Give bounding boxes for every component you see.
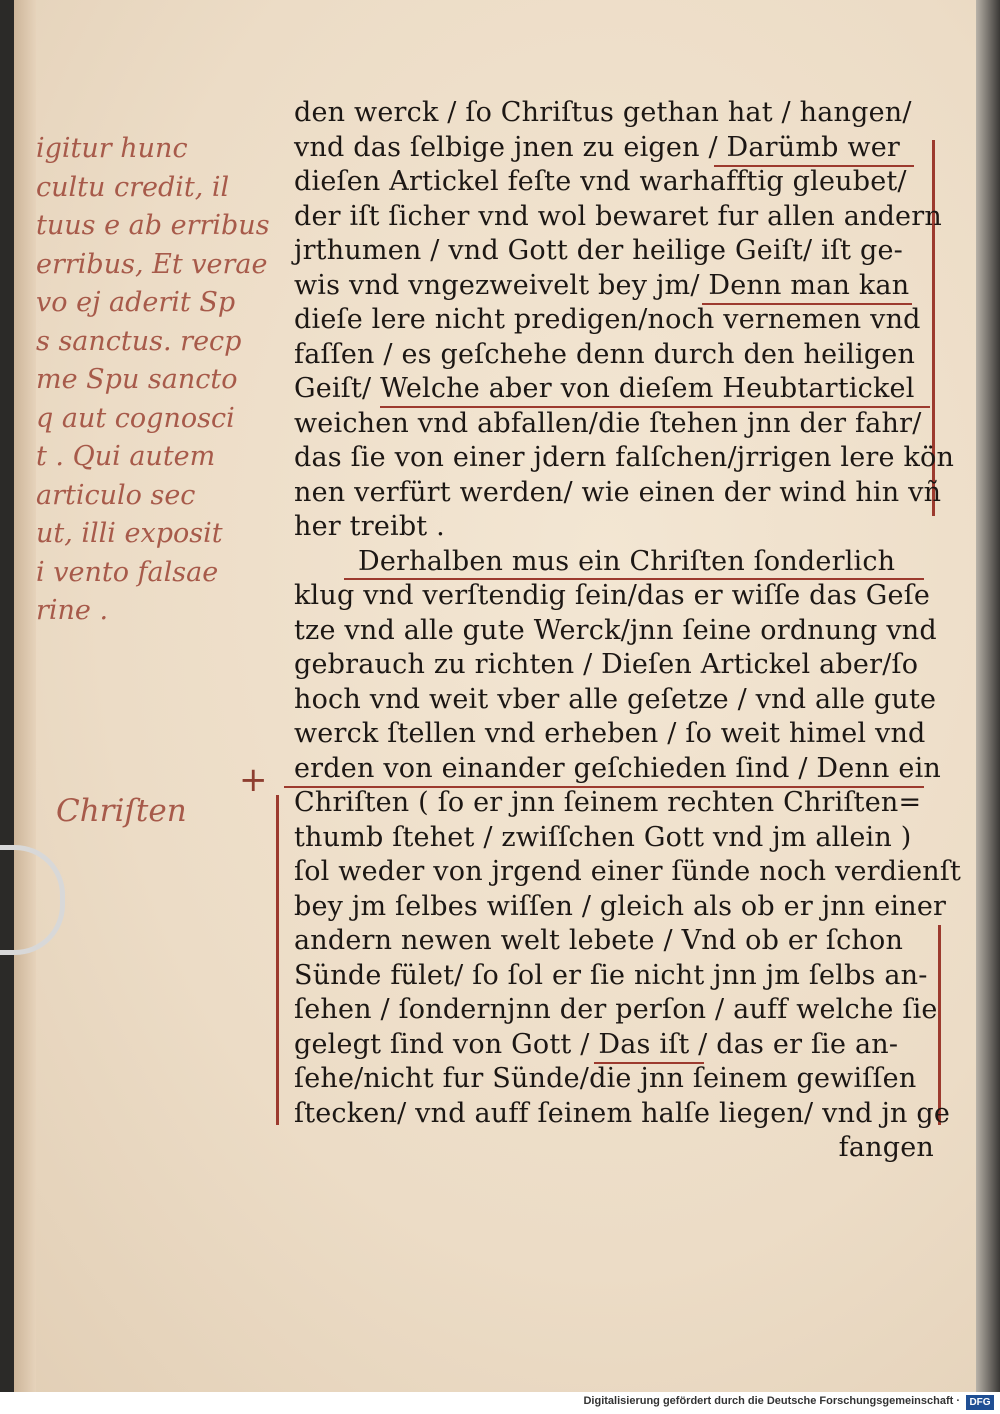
text-line: ſehe/nicht fur Sünde/die jnn ſeinem gewiſſen [294, 1063, 917, 1094]
page-gutter-edge [14, 0, 36, 1392]
dfg-logo: DFG [966, 1395, 994, 1410]
marginal-line: cultu credit, il [36, 171, 230, 203]
marginal-line: vo ej aderit Sp [36, 287, 236, 318]
text-line: gebrauch zu richten / Dieſen Artickel aber/ſo [294, 649, 919, 680]
text-line: bey jm ſelbes wiſſen / gleich als ob er jnn einer [294, 890, 947, 922]
text-line: das ſie von einer jdern falſchen/jrrigen lere kön [294, 442, 955, 473]
marginal-line: q aut cognosci [36, 402, 235, 434]
text-line: werck ſtellen vnd erheben / ſo weit himel vnd [294, 718, 926, 749]
text-line: nen verfürt werden/ wie einen der wind hin vñ [294, 476, 942, 508]
marginal-line: articulo sec [36, 479, 196, 511]
text-line: klug vnd verſtendig ſein/das er wiſſe das Geſe [294, 580, 931, 611]
text-line: erden von einander geſchieden ſind / Denn ein [294, 752, 942, 784]
marginal-line: me Spu sancto [36, 364, 238, 395]
catchword: fangen [838, 1132, 934, 1163]
marginal-line: rine . [36, 595, 109, 626]
text-line: thumb ſtehet / zwiſſchen Gott vnd jm allein ) [294, 821, 912, 853]
text-line: weichen vnd abfallen/die ſtehen jnn der fahr/ [294, 407, 922, 439]
marginal-word-christen: Chriſten [56, 793, 187, 829]
marginal-cross-mark: + [239, 760, 268, 800]
marginal-line: i vento falsae [36, 556, 219, 588]
text-line: ſol weder von jrgend einer ſünde noch verdienſt [294, 856, 962, 887]
footer-bar [0, 1392, 1000, 1414]
marginal-line: s sanctus. recp [36, 325, 242, 357]
text-line: Sünde fület/ ſo ſol er ſie nicht jnn jm ſelbs an- [294, 959, 928, 991]
text-line: jrthumen / vnd Gott der heilige Geiſt/ iſt ge- [294, 235, 903, 266]
text-line: vnd das ſelbige jnen zu eigen / Darümb wer [294, 131, 901, 163]
text-line: andern newen welt lebete / Vnd ob er ſchon [294, 925, 904, 956]
text-line: wis vnd vngezweivelt bey jm/ Denn man kan [294, 269, 910, 301]
text-line: faſſen / es geſchehe denn durch den heiligen [294, 338, 916, 370]
book-page [14, 0, 996, 1392]
text-line-paragraph-start: Derhalben mus ein Chriſten ſonderlich [358, 545, 896, 577]
text-line: Chriſten ( ſo er jnn ſeinem rechten Chriſten= [294, 787, 922, 818]
text-line: ſtecken/ vnd auff ſeinem halſe liegen/ vnd jn ge [294, 1097, 951, 1129]
marginal-line: igitur hunc [36, 133, 188, 164]
text-line: der iſt ſicher vnd wol bewaret fur allen andern [294, 200, 942, 232]
latin-marginal-notes [36, 130, 286, 631]
text-line: hoch vnd weit vber alle geſetze / vnd alle gute [294, 683, 937, 715]
marginal-line: tuus e ab erribus [36, 210, 270, 241]
text-line: dieſe lere nicht predigen/noch vernemen vnd [294, 304, 921, 335]
text-line: ſehen / ſondernjnn der perſon / auff welche ſie [294, 994, 938, 1025]
marginal-line: erribus, Et verae [36, 248, 268, 280]
marginal-line: t . Qui autem [36, 441, 216, 472]
text-line: dieſen Artickel feſte vnd warhafftig gleubet/ [294, 166, 907, 197]
text-line: tze vnd alle gute Werck/jnn ſeine ordnung vnd [294, 614, 937, 646]
text-line: den werck / ſo Chriſtus gethan hat / hangen/ [294, 97, 912, 128]
binding-shadow [976, 0, 1000, 1414]
text-line: gelegt ſind von Gott / Das iſt / das er ſie an- [294, 1028, 899, 1060]
text-line: her treibt . [294, 511, 445, 542]
main-text-block [294, 96, 962, 1166]
marginal-line: ut, illi exposit [36, 518, 223, 549]
footer-credit: Digitalisierung gefördert durch die Deutsche Forschungsgemeinschaft · [583, 1395, 960, 1407]
text-line: Geiſt/ Welche aber von dieſem Heubtartickel [294, 373, 915, 404]
red-bracket-left-bottom [276, 795, 285, 1125]
